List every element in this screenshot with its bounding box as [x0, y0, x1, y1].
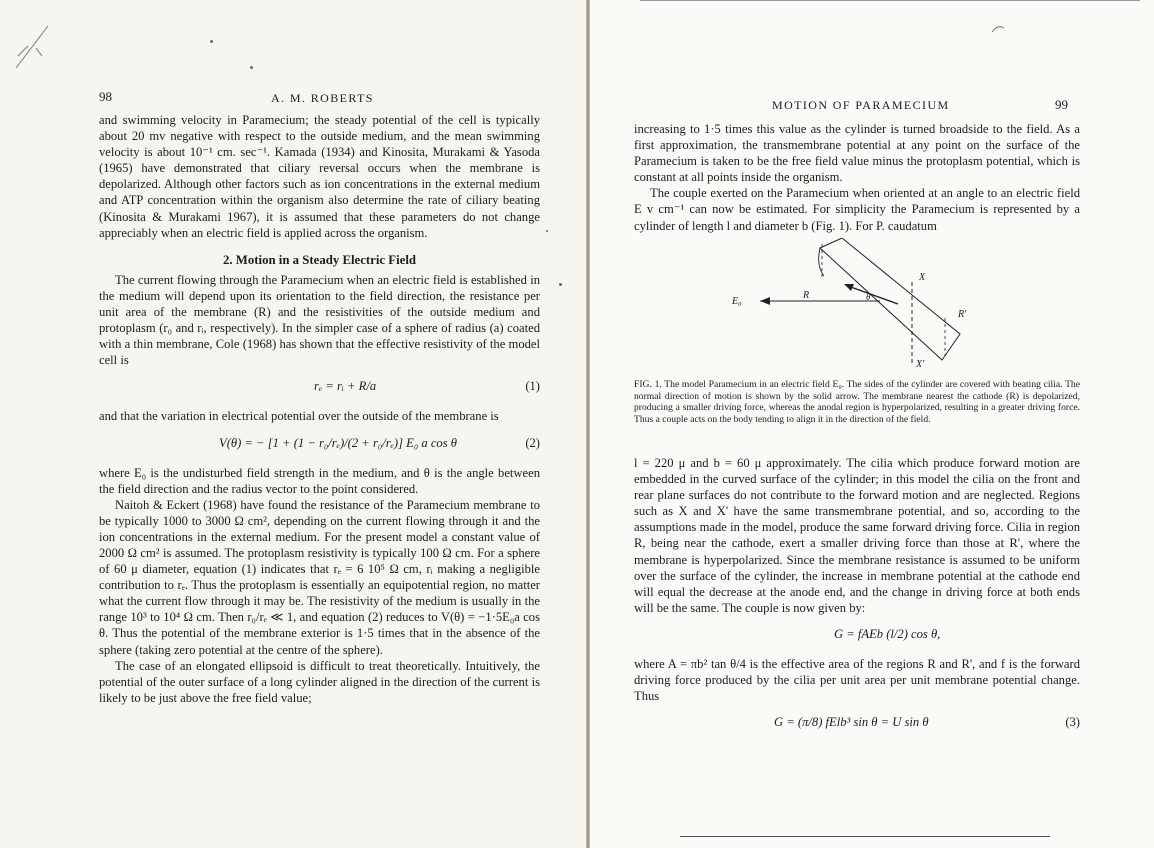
- label-X-prime: X': [916, 359, 925, 370]
- equation-1-body: rₑ = rᵢ + R/a: [314, 379, 377, 394]
- equation-3: [634, 704, 1080, 744]
- page-number-left: 98: [99, 89, 112, 104]
- equation-2-body: V(θ) = − [1 + (1 − r₀/rₑ)/(2 + r₀/rₑ)] E₀ a cos θ: [219, 435, 457, 450]
- scan-speck: [210, 40, 213, 43]
- right-text-column-bottom: [634, 455, 1080, 744]
- paragraph: and that the variation in electrical potential over the outside of the membrane is: [99, 409, 499, 424]
- section-title: 2. Motion in a Steady Electric Field: [223, 252, 416, 267]
- label-X: X: [919, 272, 926, 283]
- equation-1: [99, 368, 540, 408]
- scan-mark: [8, 16, 68, 76]
- bottom-rule: [680, 836, 1050, 837]
- equation-2-number: (2): [525, 435, 540, 450]
- label-theta: θ: [866, 292, 871, 302]
- equation-G: [634, 616, 1080, 656]
- equation-1-number: (1): [525, 379, 540, 394]
- scan-speck: [559, 283, 562, 286]
- paragraph: where A = πb² tan θ/4 is the effective area of the regions R and R', and f is the forward driving force produced by the cilia per unit area per unit membrane potential change. Thus: [634, 656, 1080, 704]
- equation-2: [99, 425, 540, 465]
- figure-1-caption: FIG. 1. The model Paramecium in an electric field E₀. The sides of the cylinder are covered with beating cilia. The normal direction of motion is shown by the solid arrow. The membrane nearest the cathode (R) is depolarized, producing a smaller driving force, whereas the anodal region is hyperpolarized, resulting in a greater driving force. Thus a couple acts on the body tending to align it in the direction of the field.: [634, 379, 1080, 425]
- scan-speck: [250, 66, 253, 69]
- equation-G-body: G = fAEb (l/2) cos θ,: [834, 626, 941, 641]
- label-R-prime: R': [958, 309, 967, 320]
- paragraph: increasing to 1·5 times this value as the cylinder is turned broadside to the field. As a first approximation, the transmembrane potential at any point on the surface of the Paramecium is taken to be the free field value minus the protoplasm potential, which is constant at all points inside the organism.: [634, 122, 1080, 185]
- running-head-right: MOTION OF PARAMECIUM: [772, 98, 950, 112]
- paragraph: where E₀ is the undisturbed field strength in the medium, and θ is the angle between the field direction and the radius vector to the point considered.: [99, 465, 540, 496]
- right-text-column-top: [634, 121, 1080, 234]
- running-head-left: A. M. ROBERTS: [271, 91, 374, 105]
- paragraph: l = 220 μ and b = 60 μ approximately. The cilia which produce forward motion are embedded in the curved surface of the cylinder; in this model the cilia on the front and rear plane surfaces do not contribute to the forward motion and are neglected. Regions such as X and X' have the same transmembrane potential, and so, according to the assumptions made in the model, produce the same forward driving force. Cilia in region R, being near the cathode, exert a smaller driving force than those at R', where the membrane is hyperpolarized. Since the membrane resistance is assumed to be uniform over the surface of the cylinder, the increase in membrane potential at the cathode end will equal the decrease at the anode end, and the change in driving force at both ends will be the same. The couple is now given by:: [634, 456, 1080, 615]
- page-number-right: 99: [1055, 97, 1068, 112]
- paragraph: and swimming velocity in Paramecium; the steady potential of the cell is typically about 20 mv negative with respect to the outside medium, and the mean swimming velocity is about 10⁻¹ cm. sec⁻¹. Kamada (1934) and Kinosita, Murakami & Yasoda (1965) have demonstrated that ciliary reversal occurs when the membrane is depolarized. Although other factors such as ion concentrations in the external medium and ATP concentration within the organism also determine the rate of ciliary beating (Kinosita & Murakami 1967), it is assumed that these parameters do not change appreciably when an electric field is applied across the organism.: [99, 113, 540, 240]
- scan-mark: [990, 22, 1030, 36]
- figure-1-diagram: [720, 238, 990, 373]
- label-E0: E₀: [732, 296, 742, 307]
- equation-3-body: G = (π/8) fElb³ sin θ = U sin θ: [774, 715, 929, 730]
- label-R: R: [803, 290, 810, 301]
- left-text-column: [99, 112, 540, 706]
- scan-speck: [546, 230, 548, 232]
- paragraph: The case of an elongated ellipsoid is difficult to treat theoretically. Intuitively, the potential of the outer surface of a long cylinder aligned in the direction of the current is likely to be just above the free field value;: [99, 658, 540, 705]
- equation-3-number: (3): [1065, 715, 1080, 730]
- paragraph: The couple exerted on the Paramecium when oriented at an angle to an electric field E v cm⁻¹ can now be estimated. For simplicity the Paramecium is represented by a cylinder of length l and diameter b (Fig. 1). For P. caudatum: [634, 186, 1080, 233]
- paragraph: The current flowing through the Paramecium when an electric field is established in the medium will depend upon its orientation to the field direction, the resistance per unit area of the membrane (R) and the resistivities of the outside medium and protoplasm (r₀ and rᵢ, respectively). In the simpler case of a sphere of radius (a) coated with a thin membrane, Cole (1968) has shown that the effective resistivity of the model cell is: [99, 272, 540, 368]
- top-rule: [640, 0, 1140, 1]
- paragraph: Naitoh & Eckert (1968) have found the resistance of the Paramecium membrane to be typically 1000 to 3000 Ω cm², depending on the current flowing through it and the ion concentrations in the external medium. For the present model a constant value of 2000 Ω cm² is assumed. The protoplasm resistivity is typically 100 Ω cm. For a sphere of 60 μ diameter, equation (1) indicates that rₑ = 6 10⁵ Ω cm, rᵢ making a negligible contribution to rₑ. Thus the protoplasm is essentially an equipotential region, no matter what the current flow through it may be. The resistivity of the medium is usually in the range 10³ to 10⁴ Ω cm. Then r₀/rₑ ≪ 1, and equation (2) reduces to V(θ) = −1·5E₀a cos θ. Thus the potential of the membrane exterior is 1·5 times that in the absence of the sphere (taking zero potential at the centre of the sphere).: [99, 497, 540, 657]
- right-page: [590, 0, 1154, 848]
